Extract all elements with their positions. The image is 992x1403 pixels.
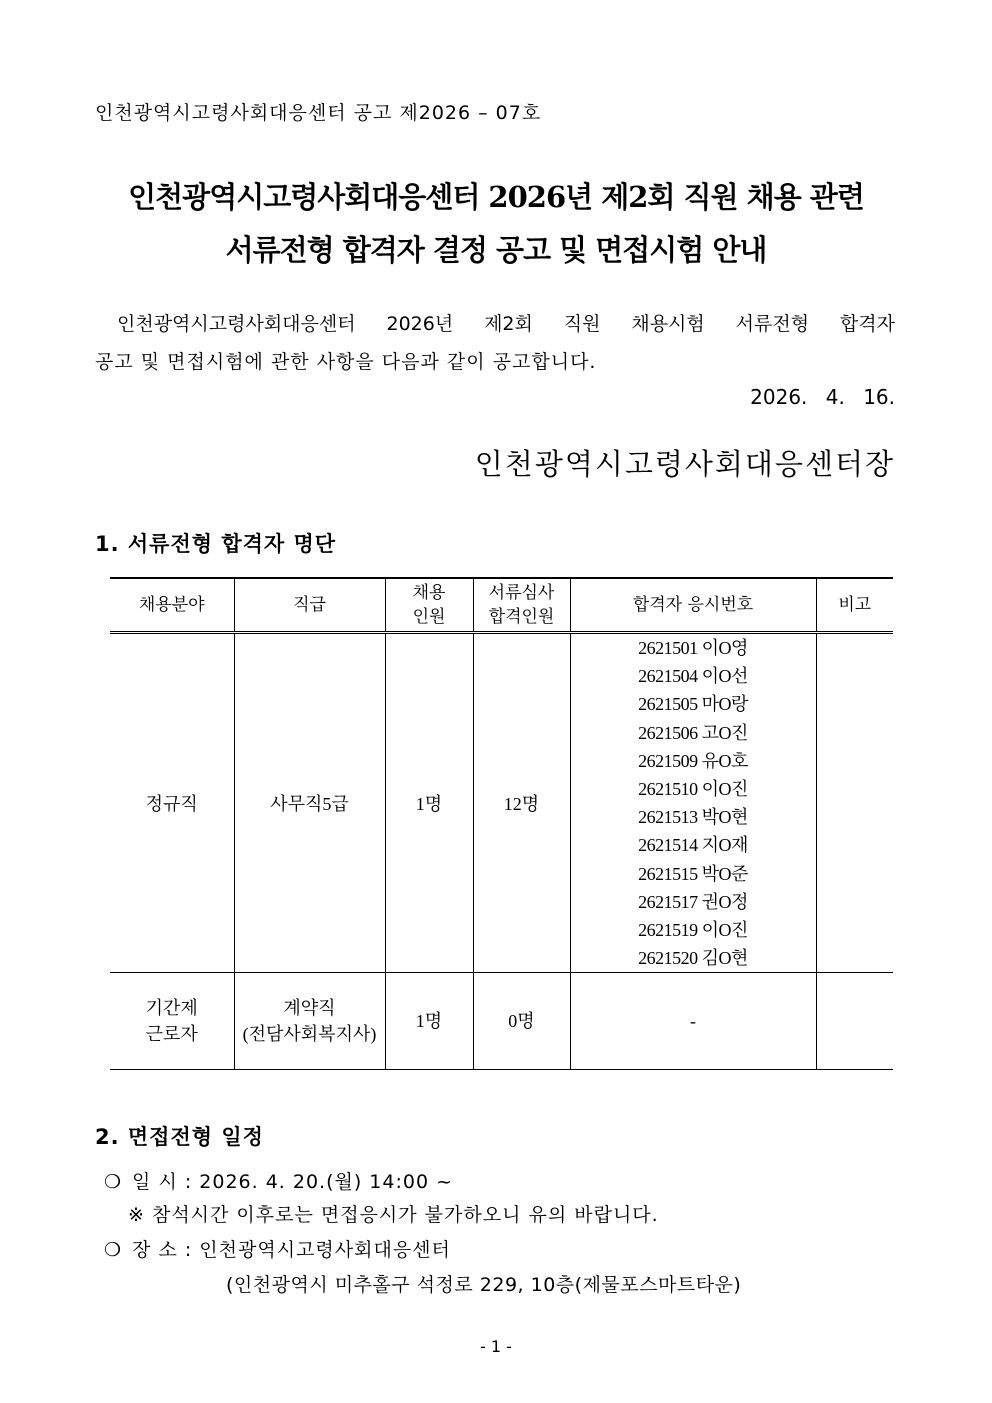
schedule-bullet (104, 1167, 453, 1194)
cell-field: 정규직 (110, 633, 234, 973)
list-item: 2621514 지O재 (638, 835, 748, 856)
cell-applicants: - (570, 973, 816, 1070)
header-applicants: 합격자 응시번호 (570, 578, 816, 633)
list-item: 2621509 유O호 (638, 750, 748, 771)
intro-line1: 인천광역시고령사회대응센터 2026년 제2회 직원 채용시험 서류전형 합격자 (117, 313, 895, 335)
applicant-list (571, 634, 816, 972)
document-title-line2: 서류전형 합격자 결정 공고 및 면접시험 안내 (225, 233, 767, 267)
list-item: 2621515 박O준 (638, 863, 748, 884)
list-item: 2621506 고O진 (638, 722, 748, 743)
cell-hire-count: 1명 (385, 633, 473, 973)
cell-field: 기간제 근로자 (110, 973, 234, 1070)
list-item: 2621517 권O정 (638, 891, 748, 912)
section2-heading: 2. 면접전형 일정 (95, 1125, 264, 1149)
cell-pass-count: 0명 (473, 973, 570, 1070)
attendance-note: ※ 참석시간 이후로는 면접응시가 불가하오니 유의 바랍니다. (128, 1204, 659, 1226)
list-item: 2621520 김O현 (638, 948, 748, 969)
circle-bullet-icon: ❍ (104, 1171, 123, 1193)
notice-date: 2026. 4. 16. (750, 385, 895, 409)
header-field: 채용분야 (110, 578, 234, 633)
place-text: 장 소 : 인천광역시고령사회대응센터 (132, 1239, 451, 1261)
cell-rank: 사무직5급 (234, 633, 385, 973)
list-item: 2621513 박O현 (638, 807, 748, 828)
signer: 인천광역시고령사회대응센터장 (474, 447, 895, 481)
place-bullet (104, 1235, 451, 1262)
table-row (110, 633, 893, 973)
document-title-line1: 인천광역시고령사회대응센터 2026년 제2회 직원 채용 관련 (128, 180, 864, 214)
table-row (110, 973, 893, 1070)
header-rank: 직급 (234, 578, 385, 633)
header-hire-count: 채용 인원 (385, 578, 473, 633)
list-item: 2621505 마O랑 (638, 694, 748, 715)
schedule-text: 일 시 : 2026. 4. 20.(월) 14:00 ~ (132, 1171, 454, 1193)
passed-applicants-table (110, 577, 893, 1070)
list-item: 2621501 이O영 (638, 638, 748, 658)
cell-applicants (570, 633, 816, 973)
cell-hire-count: 1명 (385, 973, 473, 1070)
list-item: 2621504 이O선 (638, 666, 748, 687)
cell-remarks (816, 973, 893, 1070)
circle-bullet-icon: ❍ (104, 1239, 123, 1261)
table-header-row (110, 578, 893, 633)
notice-number: 인천광역시고령사회대응센터 공고 제2026 – 07호 (95, 102, 542, 124)
address: (인천광역시 미추홀구 석정로 229, 10층(제물포스마트타운) (226, 1274, 742, 1296)
header-pass-count: 서류심사 합격인원 (473, 578, 570, 633)
section1-heading: 1. 서류전형 합격자 명단 (95, 532, 337, 556)
list-item: 2621519 이O진 (638, 920, 748, 941)
header-remarks: 비고 (816, 578, 893, 633)
cell-remarks (816, 633, 893, 973)
list-item: 2621510 이O진 (638, 779, 748, 800)
cell-rank: 계약직 (전담사회복지사) (234, 973, 385, 1070)
intro-line2: 공고 및 면접시험에 관한 사항을 다음과 같이 공고합니다. (95, 351, 597, 373)
cell-pass-count: 12명 (473, 633, 570, 973)
page-number: - 1 - (480, 1337, 512, 1356)
